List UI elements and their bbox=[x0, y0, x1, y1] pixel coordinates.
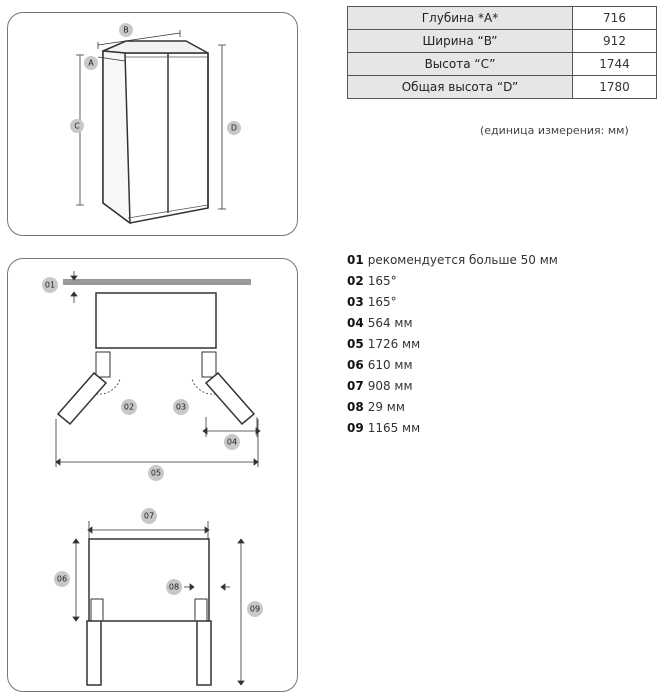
list-item bbox=[347, 334, 558, 355]
note-number: 08 bbox=[347, 400, 364, 414]
label-02: 02 bbox=[123, 402, 135, 412]
note-number: 02 bbox=[347, 274, 364, 288]
door-clearance-drawing bbox=[8, 259, 297, 691]
table-row bbox=[348, 30, 657, 53]
label-03: 03 bbox=[175, 402, 187, 412]
dimension-name: Ширина “B” bbox=[348, 30, 573, 53]
list-item bbox=[347, 292, 558, 313]
dimension-name: Глубина *A* bbox=[348, 7, 573, 30]
label-01: 01 bbox=[44, 280, 56, 290]
dimensions-table bbox=[347, 6, 657, 99]
note-text: 1726 мм bbox=[367, 337, 421, 351]
dimension-name: Высота “C” bbox=[348, 53, 573, 76]
table-row bbox=[348, 7, 657, 30]
note-text: 29 мм bbox=[367, 400, 405, 414]
list-item bbox=[347, 418, 558, 439]
dimension-value: 1780 bbox=[573, 76, 657, 99]
table-row bbox=[348, 53, 657, 76]
label-09: 09 bbox=[249, 604, 261, 614]
wall bbox=[63, 279, 251, 285]
fridge-perspective-drawing bbox=[8, 13, 297, 235]
note-text: 908 мм bbox=[367, 379, 413, 393]
dimension-value: 1744 bbox=[573, 53, 657, 76]
dimension-value: 912 bbox=[573, 30, 657, 53]
door-clearance-panel bbox=[7, 258, 298, 692]
list-item bbox=[347, 355, 558, 376]
note-number: 03 bbox=[347, 295, 364, 309]
table-row bbox=[348, 76, 657, 99]
dimension-value: 716 bbox=[573, 7, 657, 30]
note-text: рекомендуется больше 50 мм bbox=[367, 253, 558, 267]
note-number: 07 bbox=[347, 379, 364, 393]
note-text: 564 мм bbox=[367, 316, 413, 330]
list-item bbox=[347, 271, 558, 292]
label-D: D bbox=[230, 123, 238, 133]
note-number: 09 bbox=[347, 421, 364, 435]
label-06: 06 bbox=[56, 574, 68, 584]
note-text: 1165 мм bbox=[367, 421, 421, 435]
fridge-dimensions-panel bbox=[7, 12, 298, 236]
label-A: A bbox=[88, 58, 94, 68]
note-number: 05 bbox=[347, 337, 364, 351]
list-item bbox=[347, 313, 558, 334]
note-text: 165° bbox=[367, 295, 397, 309]
list-item bbox=[347, 397, 558, 418]
note-number: 01 bbox=[347, 253, 364, 267]
notes-list bbox=[347, 250, 558, 439]
list-item bbox=[347, 250, 558, 271]
label-04: 04 bbox=[226, 437, 238, 447]
fridge-top-view-90 bbox=[89, 539, 209, 621]
label-B: B bbox=[123, 25, 129, 35]
note-number: 06 bbox=[347, 358, 364, 372]
label-C: C bbox=[74, 121, 80, 131]
note-text: 610 мм bbox=[367, 358, 413, 372]
list-item bbox=[347, 376, 558, 397]
fridge-top-view bbox=[96, 293, 216, 348]
note-number: 04 bbox=[347, 316, 364, 330]
label-07: 07 bbox=[143, 511, 155, 521]
dimension-name: Общая высота “D” bbox=[348, 76, 573, 99]
label-08: 08 bbox=[168, 582, 180, 592]
note-text: 165° bbox=[367, 274, 397, 288]
label-05: 05 bbox=[150, 468, 162, 478]
unit-note: (единица измерения: мм) bbox=[480, 124, 629, 137]
